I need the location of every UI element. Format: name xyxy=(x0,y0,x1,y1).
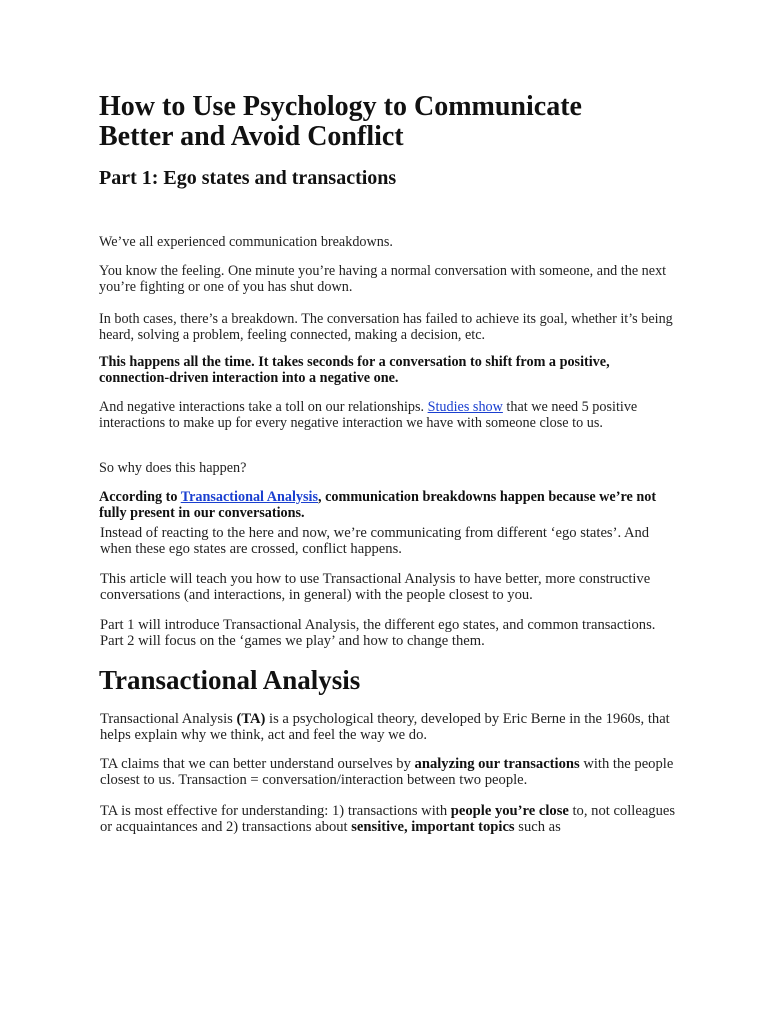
paragraph-ta-claims xyxy=(100,756,680,788)
transactional-analysis-link[interactable]: Transactional Analysis xyxy=(180,489,319,505)
paragraph-all-the-time xyxy=(99,354,679,386)
paragraph-intro: We’ve all experienced communication breakdowns. xyxy=(99,234,393,250)
bold-text: This happens all the time. It takes seconds for a conversation to shift from a positive, connection-driven interaction into a negative one. xyxy=(99,354,610,386)
bold-text xyxy=(99,489,656,521)
text-run: is a psychological theory, developed by Eric Berne in the 1960s, that helps explain why we think, act and feel the way we do. xyxy=(100,711,670,743)
text-run: , communication breakdowns happen because we’re not fully present in our conversations. xyxy=(99,489,657,521)
text-run: that we need 5 positive interactions to make up for every negative interaction we have with someone close to us. xyxy=(99,399,638,431)
paragraph-breakdown: In both cases, there’s a breakdown. The conversation has failed to achieve its goal, whether it’s being heard, solving a problem, feeling connected, making a decision, etc. xyxy=(99,311,673,343)
text-run: Transactional Analysis xyxy=(100,711,237,727)
text-run: TA is most effective for understanding: 1) transactions with xyxy=(100,803,451,819)
page-subtitle: Part 1: Ego states and transactions xyxy=(99,167,397,189)
paragraph-negative-interactions xyxy=(99,399,679,431)
text-run: According to xyxy=(99,489,181,505)
paragraph-transactional-analysis-intro xyxy=(99,489,679,521)
paragraph-feeling: You know the feeling. One minute you’re having a normal conversation with someone, and the next you’re fighting or one of you has shut down. xyxy=(99,263,667,295)
paragraph-why: So why does this happen? xyxy=(99,460,247,476)
bold-text: analyzing our transactions xyxy=(414,756,580,772)
text-run: And negative interactions take a toll on our relationships. xyxy=(99,399,428,415)
paragraph-ta-definition xyxy=(100,711,680,743)
paragraph-article-purpose: This article will teach you how to use Transactional Analysis to have better, more constructive conversations (and interactions, in general) with the people closest to you. xyxy=(100,571,651,603)
section-heading: Transactional Analysis xyxy=(99,665,361,695)
studies-show-link[interactable]: Studies show xyxy=(427,399,503,415)
text-run: TA claims that we can better understand ourselves by xyxy=(100,756,415,772)
paragraph-ego-states: Instead of reacting to the here and now, we’re communicating from different ‘ego states’. And when these ego states are crossed, conflict happens. xyxy=(100,525,650,557)
bold-text: people you’re close xyxy=(450,803,569,819)
paragraph-ta-effective xyxy=(100,803,680,835)
bold-text: (TA) xyxy=(236,711,266,727)
paragraph-parts-overview: Part 1 will introduce Transactional Analysis, the different ego states, and common transactions. Part 2 will focus on the ‘games we play’ and how to change them. xyxy=(100,617,656,649)
page-title: How to Use Psychology to Communicate Better and Avoid Conflict xyxy=(99,91,582,152)
bold-text: sensitive, important topics xyxy=(351,819,515,835)
text-run: such as xyxy=(514,819,561,835)
text-run: with the people closest to us. Transaction = conversation/interaction between two people. xyxy=(100,756,674,788)
text-run: to, not colleagues or acquaintances and 2) transactions about xyxy=(100,803,676,835)
